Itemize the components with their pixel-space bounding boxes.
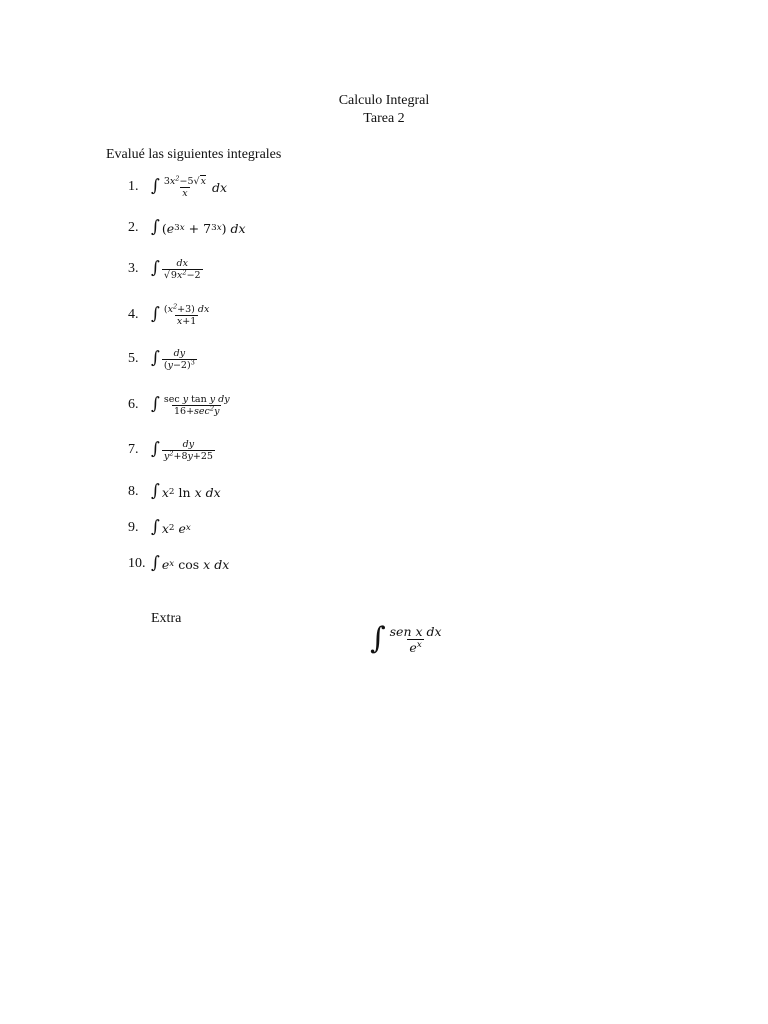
extra-integral-expression: ∫ $\frac{\text{sen x dx}}{e^x}$ [370, 620, 442, 656]
problem-number: 7. [128, 442, 139, 457]
extra-label: Extra [151, 611, 182, 626]
problem-number: 5. [128, 351, 139, 366]
integral-expression: ∫ e x cos x dx [151, 552, 230, 573]
problem-8 [128, 477, 221, 507]
integral-expression: ∫ x 2 e x [151, 516, 191, 537]
problem-10 [128, 549, 229, 579]
problem-number: 4. [128, 307, 139, 322]
instructions: Evalué las siguientes integrales [106, 147, 282, 162]
integral-expression: ∫ $\frac{\text{sec y tan y dy}}{16+\sec^2y}$ [151, 393, 230, 417]
problem-3 [128, 254, 203, 284]
problem-1 [128, 172, 227, 202]
problem-9 [128, 513, 191, 543]
problem-number: 6. [128, 397, 139, 412]
document-subtitle: Tarea 2 [363, 111, 405, 126]
integral-expression: ∫ ( e 3x + 7 3x ) dx [151, 216, 246, 237]
problem-number: 8. [128, 484, 139, 499]
integral-expression: ∫ x 2 ln x dx [151, 480, 221, 501]
integral-expression: ∫ $\frac{3x^2-5√x}{x}$ dx [151, 173, 227, 199]
integral-expression: ∫ $\frac{dy}{y^2+8y+25}$ [151, 438, 213, 462]
integral-expression: ∫ $\frac{(x^2+3) dx}{x+1}$ [151, 301, 210, 327]
problem-number: 1. [128, 179, 139, 194]
problem-5 [128, 344, 197, 374]
document-title: Calculo Integral [338, 93, 430, 108]
problem-number: 3. [128, 261, 139, 276]
problem-7 [128, 435, 215, 465]
problem-number: 9. [128, 520, 139, 535]
problem-number: 2. [128, 220, 139, 235]
problem-number: 10. [128, 556, 146, 571]
problem-6 [128, 390, 232, 420]
integral-expression: ∫ $\frac{dy}{(y-2)^3}$ [151, 347, 195, 371]
problem-4 [128, 300, 211, 330]
integral-expression: ∫ $\frac{dx}{√9x^2-2}$ [151, 257, 201, 281]
problem-2 [128, 213, 246, 243]
